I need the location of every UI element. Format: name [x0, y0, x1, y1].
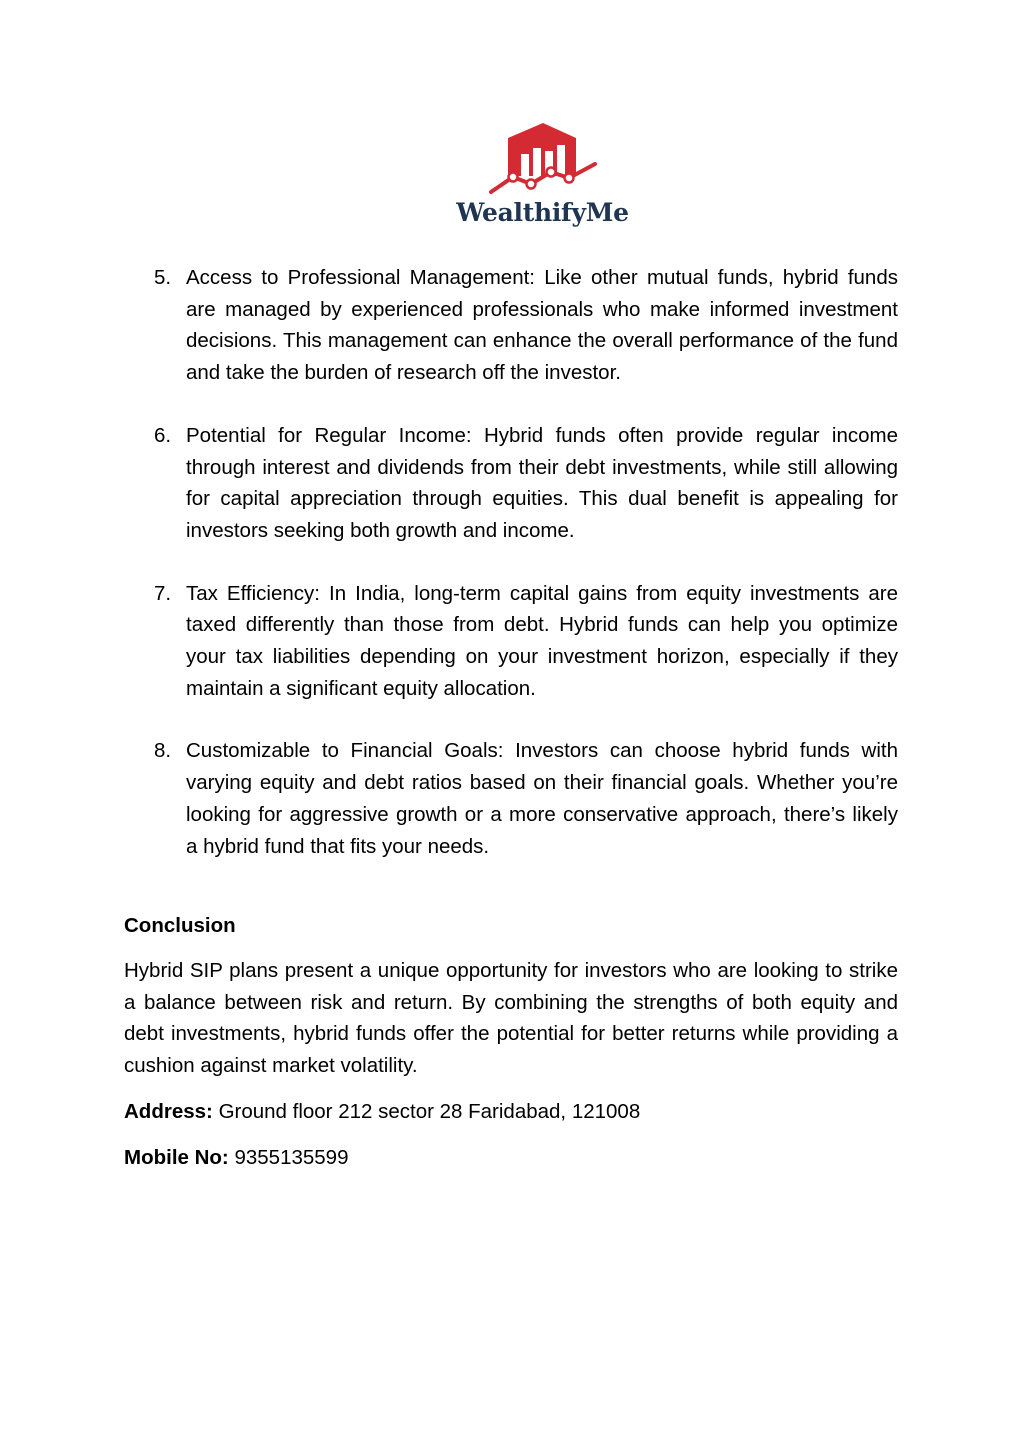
mobile-line	[124, 1142, 348, 1174]
list-item-number: 8.	[154, 739, 172, 763]
list-item-number: 5.	[154, 266, 172, 289]
conclusion-heading: Conclusion	[124, 914, 236, 937]
list-item	[124, 262, 898, 389]
conclusion-paragraph: Hybrid SIP plans present a unique opportunity for investors who are looking to strike a balance between risk and return. By combining the strengths of both equity and debt investments, hybrid funds offer the potential for better returns while providing a cushion against market volatility.	[124, 959, 898, 1078]
list-item-text: Potential for Regular Income: Hybrid funds often provide regular income through interest and dividends from their debt investments, while still allowing for capital appreciation through equities. This dual benefit is appealing for investors seeking both growth and income.	[186, 423, 898, 542]
list-item	[124, 735, 898, 862]
list-item-text: Access to Professional Management: Like other mutual funds, hybrid funds are managed by experienced professionals who make informed investment decisions. This management can enhance the overall performance of the fund and take the burden of research off the investor.	[186, 266, 898, 385]
address-line	[124, 1096, 640, 1128]
list-item-number: 6.	[154, 423, 172, 447]
benefits-list	[124, 262, 898, 893]
mobile-label: Mobile No:	[124, 1146, 229, 1169]
list-item	[124, 420, 898, 547]
wealthifyme-logo	[455, 120, 630, 235]
address-value: Ground floor 212 sector 28 Faridabad, 121008	[218, 1100, 641, 1123]
list-item-number: 7.	[154, 581, 172, 605]
address-label: Address:	[124, 1100, 213, 1123]
list-item-text: Tax Efficiency: In India, long-term capital gains from equity investments are taxed differently than those from debt. Hybrid funds can help you optimize your tax liabilities depending on your investment horizon, especially if they maintain a significant equity allocation.	[186, 581, 898, 700]
logo-house-chart-icon	[483, 120, 603, 200]
mobile-value: 9355135599	[234, 1146, 349, 1169]
list-item	[124, 578, 898, 705]
logo-wordmark: WealthifyMe	[456, 198, 629, 227]
list-item-text: Customizable to Financial Goals: Investors can choose hybrid funds with varying equity and debt ratios based on their financial goals. Whether you’re looking for aggressive growth or a more conservative approach, there’s likely a hybrid fund that fits your needs.	[186, 739, 898, 858]
